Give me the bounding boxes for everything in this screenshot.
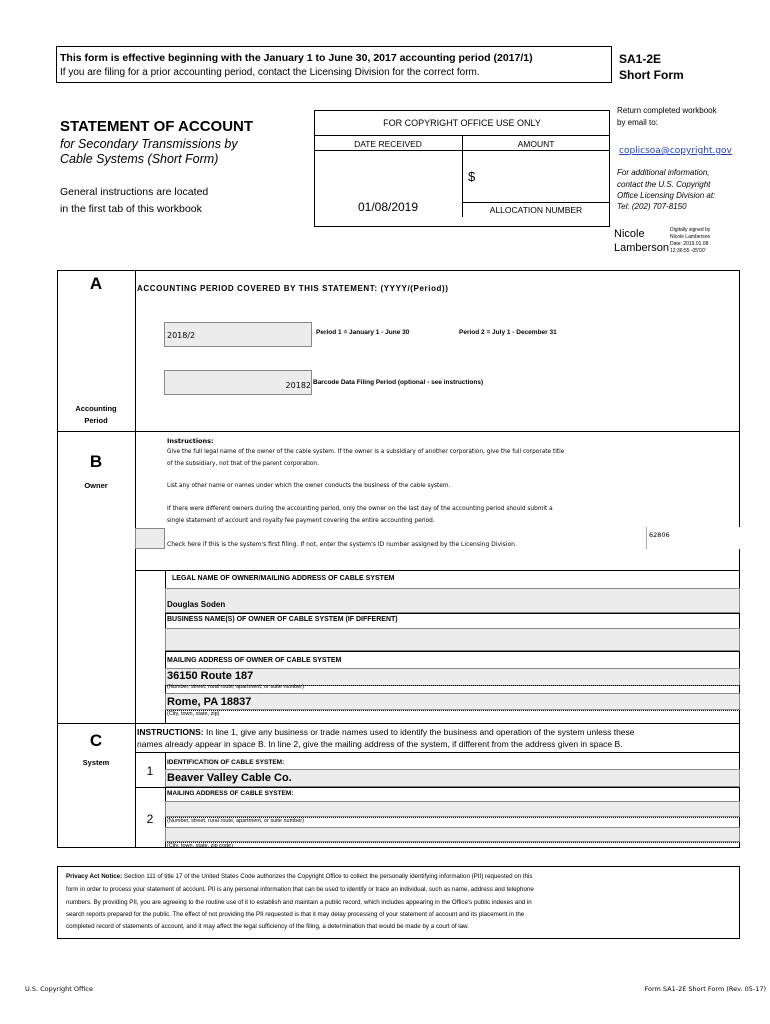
legal-name-label: LEGAL NAME OF OWNER/MAILING ADDRESS OF CABLE SYSTEM <box>172 575 395 582</box>
owner-street-value: 36150 Route 187 <box>167 670 254 682</box>
system-line-2-number: 2 <box>146 812 154 826</box>
amount-label: AMOUNT <box>517 139 555 149</box>
system-name-value: Beaver Valley Cable Co. <box>167 772 292 784</box>
owner-name-value: Douglas Soden <box>167 600 226 609</box>
system-street-field[interactable] <box>165 801 740 817</box>
owner-instructions-1a: Give the full legal name of the owner of the cable system. If the owner is a subsidiary of another corporation, give the full corporate title <box>167 449 565 455</box>
system-id-value: 62806 <box>649 531 670 539</box>
privacy-line-1 <box>66 873 533 880</box>
owner-instructions-3a: If there were different owners during the accounting period, only the owner on the last day of the accounting period should submit a <box>167 506 553 512</box>
page-title: STATEMENT OF ACCOUNT <box>60 118 254 135</box>
owner-instructions-heading: Instructions: <box>167 437 214 445</box>
period-2-note: Period 2 = July 1 - December 31 <box>459 329 557 336</box>
system-instructions-heading: INSTRUCTIONS: <box>137 727 204 737</box>
general-instructions-2: in the first tab of this workbook <box>60 203 202 215</box>
section-c-letter: C <box>89 731 103 750</box>
owner-instructions-2: List any other name or names under which the owner conducts the business of the cable system. <box>167 483 451 489</box>
office-use-heading: FOR COPYRIGHT OFFICE USE ONLY <box>383 118 541 128</box>
system-instructions-line2: names already appear in space B. In line 2, give the mailing address of the system, if different from the address given in space B. <box>137 739 623 749</box>
privacy-heading: Privacy Act Notice: <box>66 873 123 880</box>
period-1-note: Period 1 = January 1 - June 30 <box>316 329 410 336</box>
signature-last-name: Lamberson <box>614 242 670 254</box>
system-id-label: IDENTIFICATION OF CABLE SYSTEM: <box>167 759 285 766</box>
signature-detail-2: Nicole Lamberson <box>670 234 711 240</box>
privacy-line-2: form in order to process your statement of account. PII is any personal information that can be used to identify or trace an individual, such as name, address and telephone <box>66 886 534 893</box>
contact-info-2: contact the U.S. Copyright <box>617 180 711 189</box>
form-code: SA1-2E <box>619 52 662 66</box>
accounting-period-heading: ACCOUNTING PERIOD COVERED BY THIS STATEMENT: (YYYY/(Period)) <box>137 284 449 293</box>
barcode-period-label: Barcode Data Filing Period (optional - see instructions) <box>313 379 484 386</box>
footer-office: U.S. Copyright Office <box>25 985 93 993</box>
return-instructions-2: by email to: <box>617 118 658 127</box>
section-a-letter: A <box>89 274 103 293</box>
system-mailing-label: MAILING ADDRESS OF CABLE SYSTEM: <box>167 790 294 797</box>
return-instructions-1: Return completed workbook <box>617 106 717 115</box>
owner-instructions-3b: single statement of account and royalty fee payment covering the entire accounting period. <box>167 518 435 524</box>
accounting-period-value: 2018/2 <box>167 331 196 340</box>
section-b-label: Owner <box>84 481 108 490</box>
system-line-1-number: 1 <box>146 764 154 778</box>
system-city-caption: (City, town, state, zip code) <box>167 843 233 849</box>
contact-phone: Tel: (202) 707-8150 <box>617 202 687 211</box>
date-received-label: DATE RECEIVED <box>354 139 422 149</box>
owner-instructions-1b: of the subsidiary, not that of the parent corporation. <box>167 461 319 467</box>
first-filing-text: Check here if this is the system's first filing. If not, enter the system's ID number assigned by the Licensing Division. <box>167 541 517 548</box>
system-street-caption: (Number, street, rural route, apartment, or suite number) <box>167 818 304 824</box>
system-city-field[interactable] <box>165 827 740 842</box>
system-instructions-line1 <box>137 727 635 737</box>
section-a-label-2: Period <box>84 416 108 425</box>
signature-detail-1: Digitally signed by <box>670 227 711 233</box>
section-a-label-1: Accounting <box>75 404 117 413</box>
section-b-letter: B <box>89 452 103 471</box>
signature-first-name: Nicole <box>614 228 645 240</box>
page-subtitle-1: for Secondary Transmissions by <box>60 137 238 151</box>
main-form-frame <box>57 270 740 848</box>
system-instructions-text-1: In line 1, give any business or trade names used to identify the business and operation of the system unless these <box>203 727 635 737</box>
contact-info-3: Office Licensing Division at: <box>617 191 716 200</box>
effective-notice-line1: This form is effective beginning with the January 1 to June 30, 2017 accounting period (2017/1) <box>60 52 533 64</box>
email-link[interactable]: coplicsoa@copyright.gov <box>619 146 732 156</box>
privacy-line-4: search reports prepared for the public. The effect of not providing the PII requested is that it may delay processing of your statement of account and its placement in the <box>66 911 525 918</box>
owner-name-field[interactable] <box>165 588 740 613</box>
section-c-label: System <box>82 758 110 767</box>
owner-street-caption: (Number, street, rural route, apartment, or suite number) <box>167 684 304 690</box>
date-received-value: 01/08/2019 <box>357 200 419 214</box>
general-instructions-1: General instructions are located <box>60 186 209 198</box>
business-names-field[interactable] <box>165 628 740 651</box>
signature-detail-3: Date: 2019.01.08 <box>670 241 709 247</box>
page-subtitle-2: Cable Systems (Short Form) <box>60 152 219 166</box>
signature-detail-4: 12:36:55 -05'00' <box>670 248 706 254</box>
privacy-text-1: Section 111 of title 17 of the United States Code authorizes the Copyright Office to collect the personally identifying information (PII) requested on this <box>122 873 533 880</box>
effective-notice-line2: If you are filing for a prior accounting period, contact the Licensing Division for the correct form. <box>60 67 480 78</box>
privacy-line-5: completed record of statements of account, and it may affect the legal sufficiency of the filing, a determination that would be made by a court of law. <box>66 923 469 930</box>
owner-mailing-address-label: MAILING ADDRESS OF OWNER OF CABLE SYSTEM <box>167 657 342 664</box>
owner-city-value: Rome, PA 18837 <box>167 696 252 708</box>
privacy-line-3: numbers. By providing PII, you are agreeing to the routine use of it to establish and maintain a public record, which includes appearing in the Office's public indexes and in <box>66 899 532 906</box>
first-filing-checkbox[interactable] <box>135 528 165 549</box>
form-type: Short Form <box>619 68 684 82</box>
amount-dollar-sign: $ <box>468 169 476 184</box>
owner-city-caption: (City, town, state, zip) <box>167 711 220 717</box>
allocation-number-label: ALLOCATION NUMBER <box>489 205 583 215</box>
footer-form-revision: Form SA1-2E Short Form (Rev. 05-17) <box>644 985 766 993</box>
contact-info-1: For additional information, <box>617 168 710 177</box>
barcode-period-value: 20182 <box>285 381 311 390</box>
business-names-label: BUSINESS NAME(S) OF OWNER OF CABLE SYSTEM (IF DIFFERENT) <box>167 616 398 623</box>
